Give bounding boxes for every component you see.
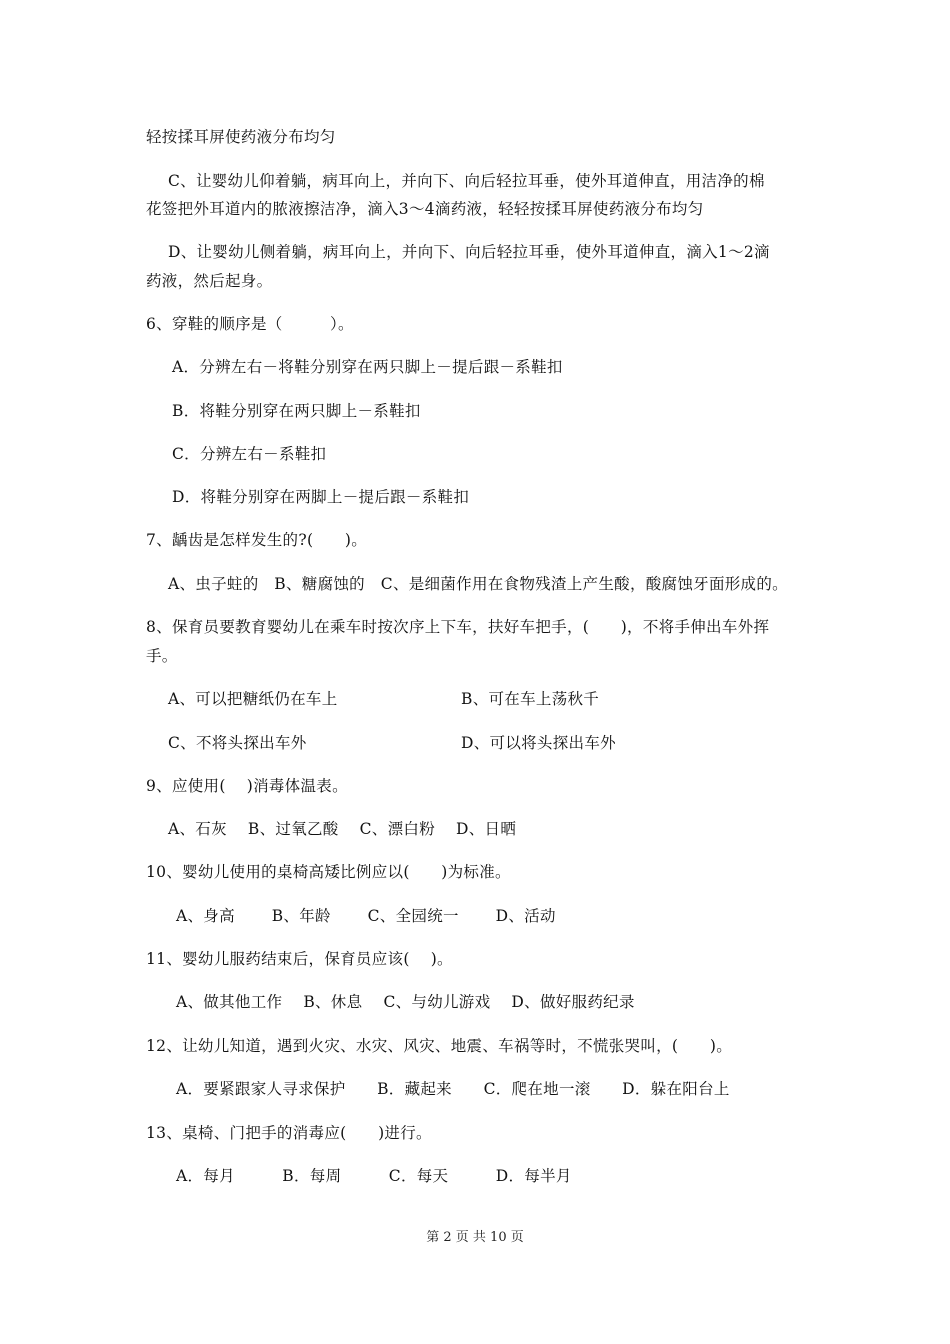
option-c-line-2: 花签把外耳道内的脓液擦洁净，滴入3～4滴药液，轻轻按揉耳屏使药液分布均匀 bbox=[146, 200, 704, 218]
question-8-line-1: 8、保育员要教育婴幼儿在乘车时按次序上下车，扶好车把手，( )，不将手伸出车外挥 bbox=[146, 618, 770, 636]
q8-option-a: A、可以把糖纸仍在车上 bbox=[168, 690, 338, 708]
option-c-line-1: C、让婴幼儿仰着躺，病耳向上，并向下、向后轻拉耳垂，使外耳道伸直，用洁净的棉 bbox=[168, 172, 765, 190]
text-line: 轻按揉耳屏使药液分布均匀 bbox=[146, 128, 336, 146]
question-11: 11、婴幼儿服药结束后，保育员应该( )。 bbox=[146, 950, 453, 968]
q8-option-d: D、可以将头探出车外 bbox=[461, 734, 616, 752]
q6-option-c: C．分辨左右－系鞋扣 bbox=[172, 445, 327, 463]
option-d-line-2: 药液，然后起身。 bbox=[146, 272, 273, 290]
q6-option-a: A．分辨左右－将鞋分别穿在两只脚上－提后跟－系鞋扣 bbox=[172, 358, 563, 376]
q12-options: A．要紧跟家人寻求保护 B．藏起来 C．爬在地一滚 D．躲在阳台上 bbox=[176, 1080, 730, 1098]
question-6: 6、穿鞋的顺序是（ ）。 bbox=[146, 315, 354, 333]
question-10: 10、婴幼儿使用的桌椅高矮比例应以( )为标准。 bbox=[146, 863, 511, 881]
page-footer: 第 2 页 共 10 页 bbox=[426, 1230, 524, 1245]
q7-options: A、虫子蛀的 B、糖腐蚀的 C、是细菌作用在食物残渣上产生酸，酸腐蚀牙面形成的。 bbox=[168, 575, 788, 593]
q13-options: A．每月 B．每周 C．每天 D．每半月 bbox=[176, 1167, 572, 1185]
option-d-line-1: D、让婴幼儿侧着躺，病耳向上，并向下、向后轻拉耳垂，使外耳道伸直，滴入1～2滴 bbox=[168, 243, 770, 261]
q6-option-d: D．将鞋分别穿在两脚上－提后跟－系鞋扣 bbox=[172, 488, 470, 506]
question-8-line-2: 手。 bbox=[146, 647, 178, 665]
q9-options: A、石灰 B、过氧乙酸 C、漂白粉 D、日晒 bbox=[168, 820, 517, 838]
q11-options: A、做其他工作 B、休息 C、与幼儿游戏 D、做好服药纪录 bbox=[176, 993, 635, 1011]
q10-options: A、身高 B、年龄 C、全园统一 D、活动 bbox=[176, 907, 556, 925]
q6-option-b: B．将鞋分别穿在两只脚上－系鞋扣 bbox=[172, 402, 421, 420]
q8-option-b: B、可在车上荡秋千 bbox=[461, 690, 600, 708]
question-7: 7、龋齿是怎样发生的?( )。 bbox=[146, 531, 368, 549]
question-13: 13、桌椅、门把手的消毒应( )进行。 bbox=[146, 1124, 432, 1142]
q8-option-c: C、不将头探出车外 bbox=[168, 734, 307, 752]
question-12: 12、让幼儿知道，遇到火灾、水灾、风灾、地震、车祸等时，不慌张哭叫，( )。 bbox=[146, 1037, 733, 1055]
question-9: 9、应使用( )消毒体温表。 bbox=[146, 777, 348, 795]
